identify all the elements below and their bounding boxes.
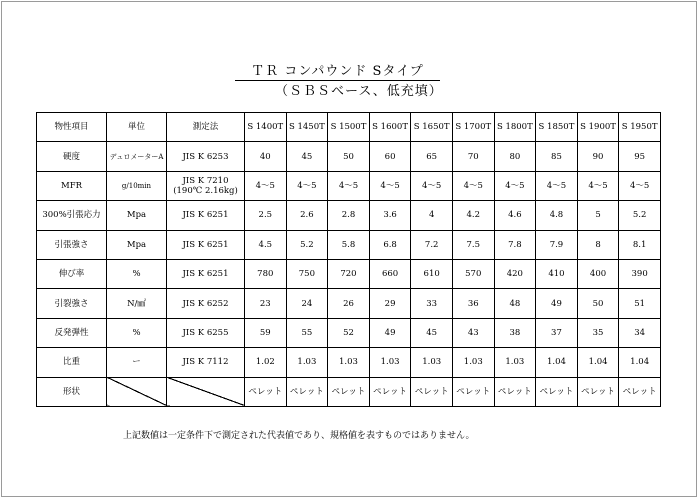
header-grade: S 1900T xyxy=(577,113,619,142)
table-row xyxy=(37,142,661,171)
method-cell xyxy=(167,230,245,259)
value-cell: 3.6 xyxy=(369,201,411,230)
value-cell: ペレット xyxy=(328,377,370,406)
value-cell: 4～5 xyxy=(245,171,287,200)
diagonal-slash-cell xyxy=(167,377,245,406)
value-cell: 1.03 xyxy=(286,348,328,377)
method-cell xyxy=(167,289,245,318)
method-line: JIS K 6251 xyxy=(182,239,229,250)
method-cell xyxy=(167,259,245,288)
value-cell: 7.9 xyxy=(536,230,578,259)
value-cell: 5.2 xyxy=(619,201,661,230)
value-cell: 4 xyxy=(411,201,453,230)
spec-table xyxy=(36,112,661,407)
page-title: ＴＲ コンパウンド Sタイプ xyxy=(235,60,440,81)
value-cell: 35 xyxy=(577,318,619,347)
value-cell: 390 xyxy=(619,259,661,288)
value-cell: 720 xyxy=(328,259,370,288)
value-cell: 400 xyxy=(577,259,619,288)
value-cell: 8 xyxy=(577,230,619,259)
value-cell: 37 xyxy=(536,318,578,347)
method-cell xyxy=(167,348,245,377)
method-cell xyxy=(167,201,245,230)
property-cell: 300%引張応力 xyxy=(37,201,107,230)
value-cell: ペレット xyxy=(369,377,411,406)
method-line: JIS K 6251 xyxy=(182,269,229,280)
value-cell: 80 xyxy=(494,142,536,171)
value-cell: 24 xyxy=(286,289,328,318)
value-cell: 410 xyxy=(536,259,578,288)
table-row xyxy=(37,348,661,377)
property-cell: 反発弾性 xyxy=(37,318,107,347)
value-cell: 49 xyxy=(536,289,578,318)
value-cell: 4.5 xyxy=(245,230,287,259)
value-cell: 6.8 xyxy=(369,230,411,259)
unit-cell: ー xyxy=(107,348,167,377)
value-cell: 610 xyxy=(411,259,453,288)
table-row-shape xyxy=(37,377,661,406)
value-cell: 34 xyxy=(619,318,661,347)
value-cell: 660 xyxy=(369,259,411,288)
table-row xyxy=(37,230,661,259)
value-cell: 7.2 xyxy=(411,230,453,259)
value-cell: 4～5 xyxy=(452,171,494,200)
value-cell: 95 xyxy=(619,142,661,171)
value-cell: 45 xyxy=(411,318,453,347)
property-cell: 比重 xyxy=(37,348,107,377)
value-cell: 26 xyxy=(328,289,370,318)
value-cell: 1.03 xyxy=(494,348,536,377)
value-cell: 4.2 xyxy=(452,201,494,230)
table-header-row xyxy=(37,113,661,142)
value-cell: 4～5 xyxy=(494,171,536,200)
value-cell: 51 xyxy=(619,289,661,318)
value-cell: 29 xyxy=(369,289,411,318)
unit-cell: Mpa xyxy=(107,230,167,259)
property-cell: 引裂強さ xyxy=(37,289,107,318)
unit-cell: % xyxy=(107,259,167,288)
value-cell: 1.02 xyxy=(245,348,287,377)
table-row xyxy=(37,171,661,200)
method-cell xyxy=(167,318,245,347)
value-cell: 4.6 xyxy=(494,201,536,230)
value-cell: 60 xyxy=(369,142,411,171)
header-grade: S 1950T xyxy=(619,113,661,142)
unit-cell: デュロメーターA xyxy=(107,142,167,171)
header-method: 測定法 xyxy=(167,113,245,142)
header-grade: S 1800T xyxy=(494,113,536,142)
value-cell: 55 xyxy=(286,318,328,347)
value-cell: 50 xyxy=(577,289,619,318)
value-cell: ペレット xyxy=(245,377,287,406)
value-cell: 45 xyxy=(286,142,328,171)
value-cell: 52 xyxy=(328,318,370,347)
value-cell: 4～5 xyxy=(619,171,661,200)
value-cell: 420 xyxy=(494,259,536,288)
method-line: JIS K 6251 xyxy=(182,210,229,221)
value-cell: 49 xyxy=(369,318,411,347)
header-grade: S 1600T xyxy=(369,113,411,142)
value-cell: 48 xyxy=(494,289,536,318)
value-cell: 5 xyxy=(577,201,619,230)
header-grade: S 1650T xyxy=(411,113,453,142)
value-cell: 4～5 xyxy=(536,171,578,200)
value-cell: 8.1 xyxy=(619,230,661,259)
table-row xyxy=(37,318,661,347)
header-grade: S 1700T xyxy=(452,113,494,142)
method-cell xyxy=(167,171,245,200)
value-cell: 36 xyxy=(452,289,494,318)
method-line: JIS K 7112 xyxy=(182,357,229,368)
value-cell: ペレット xyxy=(577,377,619,406)
method-line: JIS K 6253 xyxy=(182,151,229,162)
table-row xyxy=(37,259,661,288)
value-cell: 65 xyxy=(411,142,453,171)
value-cell: ペレット xyxy=(619,377,661,406)
value-cell: 1.04 xyxy=(577,348,619,377)
method-cell xyxy=(167,142,245,171)
spec-table-body xyxy=(37,113,661,407)
value-cell: 4～5 xyxy=(577,171,619,200)
value-cell: ペレット xyxy=(286,377,328,406)
table-row xyxy=(37,289,661,318)
value-cell: 570 xyxy=(452,259,494,288)
property-cell: 硬度 xyxy=(37,142,107,171)
table-row xyxy=(37,201,661,230)
footnote: 上記数値は一定条件下で測定された代表値であり、規格値を表すものではありません。 xyxy=(123,431,475,441)
value-cell: ペレット xyxy=(536,377,578,406)
value-cell: 90 xyxy=(577,142,619,171)
property-cell: 引張強さ xyxy=(37,230,107,259)
method-condition: (190℃ 2.16kg) xyxy=(173,185,238,196)
value-cell: 38 xyxy=(494,318,536,347)
value-cell: ペレット xyxy=(452,377,494,406)
page-subtitle: （ＳＢＳベース、低充填） xyxy=(275,84,443,99)
value-cell: 2.8 xyxy=(328,201,370,230)
value-cell: 5.2 xyxy=(286,230,328,259)
unit-cell: Mpa xyxy=(107,201,167,230)
value-cell: 43 xyxy=(452,318,494,347)
property-cell: MFR xyxy=(37,171,107,200)
value-cell: 1.04 xyxy=(536,348,578,377)
header-grade: S 1500T xyxy=(328,113,370,142)
unit-cell: N/㎟ xyxy=(107,289,167,318)
method-line: JIS K 7210 xyxy=(182,175,229,186)
value-cell: 780 xyxy=(245,259,287,288)
method-line: JIS K 6255 xyxy=(182,327,229,338)
value-cell: 4～5 xyxy=(328,171,370,200)
value-cell: 4～5 xyxy=(369,171,411,200)
value-cell: 7.5 xyxy=(452,230,494,259)
diagonal-slash-cell xyxy=(107,377,167,406)
value-cell: 33 xyxy=(411,289,453,318)
value-cell: 85 xyxy=(536,142,578,171)
unit-cell: % xyxy=(107,318,167,347)
value-cell: 750 xyxy=(286,259,328,288)
value-cell: 1.03 xyxy=(328,348,370,377)
value-cell: 7.8 xyxy=(494,230,536,259)
value-cell: 4～5 xyxy=(286,171,328,200)
method-line: JIS K 6252 xyxy=(182,298,229,309)
value-cell: 2.6 xyxy=(286,201,328,230)
value-cell: 23 xyxy=(245,289,287,318)
value-cell: ペレット xyxy=(411,377,453,406)
value-cell: 50 xyxy=(328,142,370,171)
value-cell: 5.8 xyxy=(328,230,370,259)
value-cell: 4～5 xyxy=(411,171,453,200)
value-cell: 1.03 xyxy=(411,348,453,377)
header-grade: S 1400T xyxy=(245,113,287,142)
property-cell: 伸び率 xyxy=(37,259,107,288)
value-cell: 1.03 xyxy=(452,348,494,377)
value-cell: 59 xyxy=(245,318,287,347)
value-cell: 40 xyxy=(245,142,287,171)
value-cell: 1.04 xyxy=(619,348,661,377)
value-cell: 4.8 xyxy=(536,201,578,230)
header-grade: S 1450T xyxy=(286,113,328,142)
header-unit: 単位 xyxy=(107,113,167,142)
unit-cell: g/10min xyxy=(107,171,167,200)
value-cell: 70 xyxy=(452,142,494,171)
property-cell: 形状 xyxy=(37,377,107,406)
header-property: 物性項目 xyxy=(37,113,107,142)
value-cell: ペレット xyxy=(494,377,536,406)
value-cell: 1.03 xyxy=(369,348,411,377)
header-grade: S 1850T xyxy=(536,113,578,142)
value-cell: 2.5 xyxy=(245,201,287,230)
